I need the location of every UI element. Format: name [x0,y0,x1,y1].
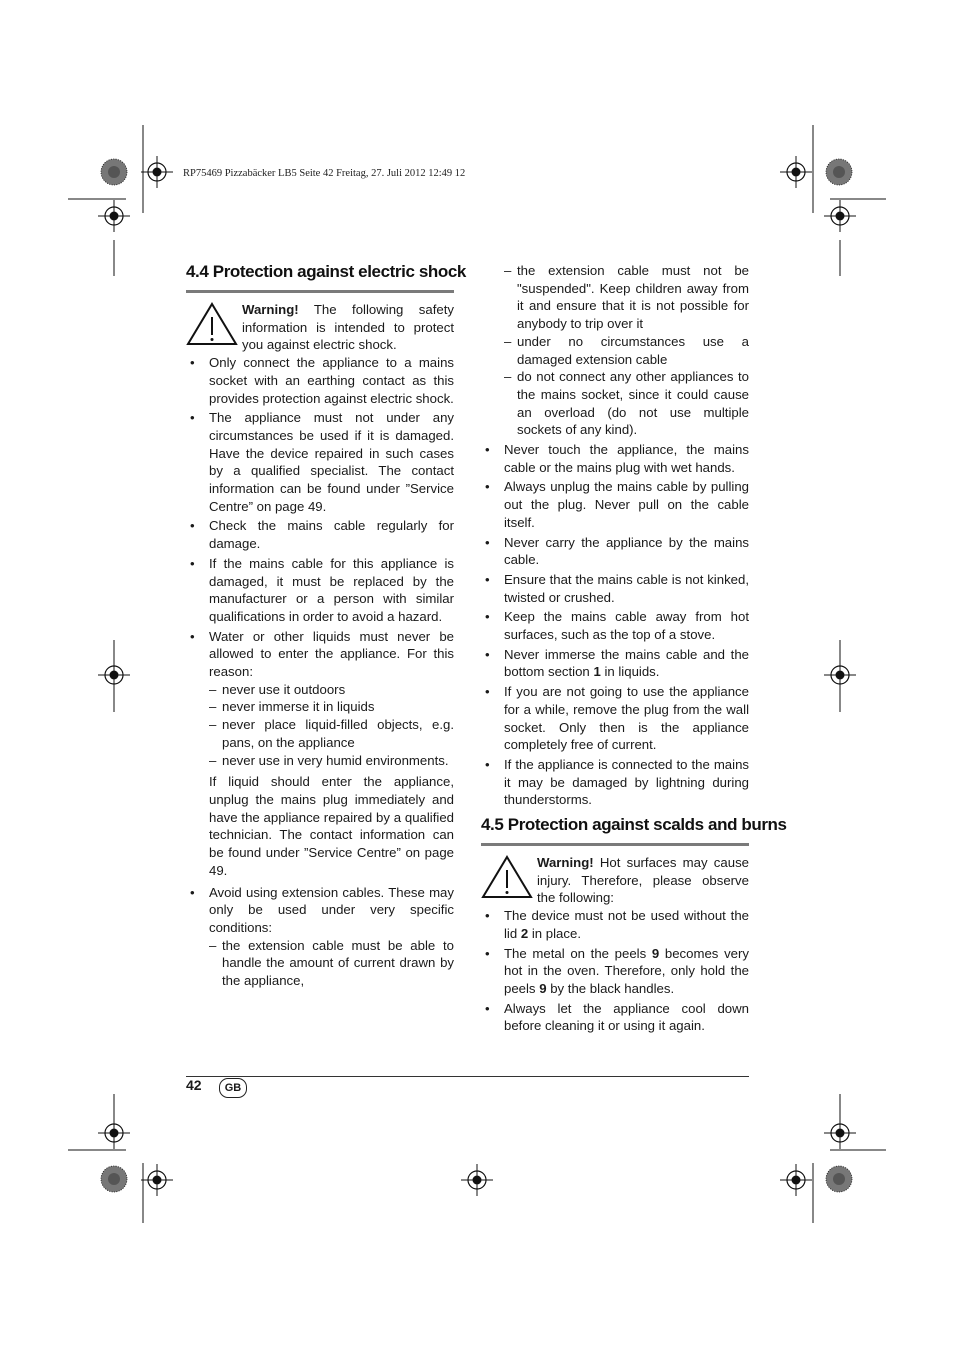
safety-bullets [186,354,454,769]
list-item: • If the appliance is connected to the mains it may be damaged by lightning during thunderstorms. [481,756,749,809]
list-item: • Never carry the appliance by the mains cable. [481,534,749,569]
cable-bullets [481,441,749,809]
warning-triangle-icon [186,301,238,347]
list-item: • Never touch the appliance, the mains cable or the mains plug with wet hands. [481,441,749,476]
list-item-text: Avoid using extension cables. These may only be used under very specific conditions: [209,884,454,935]
part-number: 9 [539,980,547,996]
part-number: 1 [593,664,601,680]
section-heading-electric-shock: 4.4 Protection against electric shock [186,262,466,281]
extension-sublist-cont [481,262,749,439]
text-part: The metal on the peels [504,945,652,961]
sublist-item: – never use it outdoors [209,681,454,699]
text-part: in liquids. [600,664,660,680]
list-item: • Check the mains cable regularly for damage. [186,517,454,552]
list-item: • Keep the mains cable away from hot surfaces, such as the top of a stove. [481,608,749,643]
sublist-item: – the extension cable must be able to handle the amount of current drawn by the appliance, [209,937,454,990]
right-column [481,262,749,811]
list-item: • If you are not going to use the appliance for a while, remove the plug from the wall socket. Only then is the appliance completely free of current. [481,683,749,754]
sublist-item: – do not connect any other appliances to the mains socket, since it could cause an overload (do not use multiple sockets of any kind). [504,368,749,439]
scalds-bullets [481,907,749,1035]
warning-label: Warning! [242,302,299,317]
list-item: • If the mains cable for this appliance is damaged, it must be replaced by the manufacturer or a person with similar qualifications in order to avoid a hazard. [186,555,454,626]
part-number: 2 [520,925,529,941]
sublist-item: – the extension cable must not be "suspended". Keep children away from it and ensure that it is not possible for anybody to trip over it [504,262,749,333]
list-item [186,884,454,990]
list-item: • Only connect the appliance to a mains socket with an earthing contact as this provides protection against electric shock. [186,354,454,407]
water-sublist [209,681,454,770]
warning-label: Warning! [537,855,594,870]
sublist-item: – never place liquid-filled objects, e.g. pans, on the appliance [209,716,454,751]
list-item: • The appliance must not under any circumstances be used if it is damaged. Have the device repaired in such cases by a qualified specialist. The contact information can be found under ”Service Centre” on page 49. [186,409,454,515]
list-item [481,646,749,681]
warning-text [242,301,454,354]
warning-triangle-icon [481,854,533,900]
sublist-item: – never immerse it in liquids [209,698,454,716]
print-slug: RP75469 Pizzabäcker LB5 Seite 42 Freitag, 27. Juli 2012 12:49 12 [183,168,466,179]
warning-body: The following safety information is intended to protect you against electric shock. [242,302,454,353]
extension-bullets [186,884,454,990]
scalds-section [481,854,749,1037]
list-item [481,945,749,998]
part-number: 9 [651,945,660,961]
liquid-paragraph: If liquid should enter the appliance, unplug the mains plug immediately and have the appliance repaired by a qualified technician. The contact information can be found under ”Service Centre” on page 49. [209,774,454,878]
list-item: • Ensure that the mains cable is not kinked, twisted or crushed. [481,571,749,606]
list-item: • Always let the appliance cool down before cleaning it or using it again. [481,1000,749,1035]
text-part: The device must not be used without the lid [504,908,749,941]
left-column [186,301,454,992]
sublist-item: – under no circumstances use a damaged extension cable [504,333,749,368]
warning-body: Hot surfaces may cause injury. Therefore, please observe the following: [537,855,749,906]
text-part: by the black handles. [546,980,675,996]
text-part: becomes very hot in the oven. Therefore, only hold the peels [504,945,749,996]
footer-rule [186,1076,749,1077]
sublist-item: – never use in very humid environments. [209,752,454,770]
text-part: Never immerse the mains cable and the bottom section [504,646,749,680]
list-item: • Always unplug the mains cable by pulling out the plug. Never pull on the cable itself. [481,478,749,531]
warning-box-electric [186,301,454,354]
warning-box-scalds [481,854,749,907]
page-number: 42 [186,1077,202,1093]
extension-sublist [209,937,454,990]
list-item [186,628,454,770]
section-heading-scalds: 4.5 Protection against scalds and burns [481,815,787,834]
list-item [481,907,749,942]
heading-rule [186,290,454,293]
heading-rule [481,843,749,846]
language-badge: GB [219,1078,247,1098]
text-part: in place. [528,925,581,941]
warning-text [537,854,749,907]
list-item-text: Water or other liquids must never be allowed to enter the appliance. For this reason: [209,628,454,680]
